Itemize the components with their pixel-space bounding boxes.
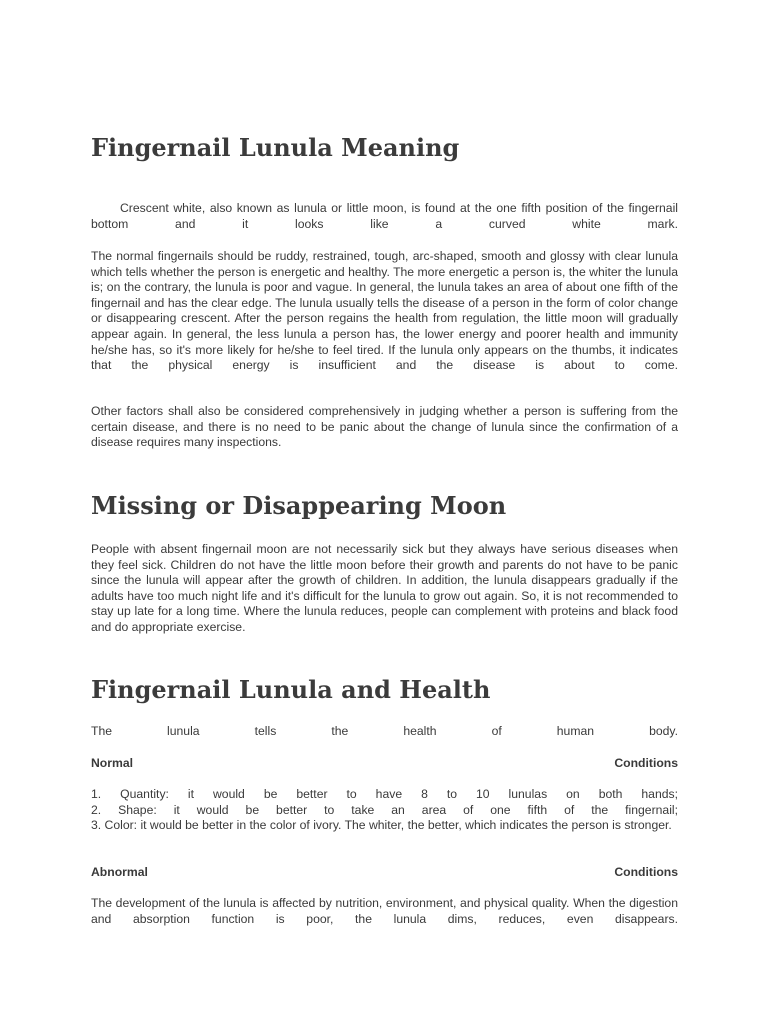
subheading-normal-right: Conditions xyxy=(614,756,678,770)
list-item-color: 3. Color: it would be better in the color of ivory. The whiter, the better, which indicates the person is stronger. xyxy=(91,818,672,833)
paragraph-absent-moon: People with absent fingernail moon are not necessarily sick but they always have serious diseases when they feel sick. Children do not have the little moon before their growth and parents do not have to be panic since the lunula will appear after the growth of children. In addition, the lunula disappears gradually if the adults have too much night life and it's difficult for the lunula to grow out again. So, it is not recommended to stay up late for a long time. Where the lunula reduces, people can complement with proteins and black food and do appropriate exercise. xyxy=(91,542,678,634)
subheading-normal-conditions xyxy=(91,756,678,772)
subheading-abnormal-left: Abnormal xyxy=(91,865,148,879)
normal-conditions-list xyxy=(91,787,678,834)
heading-missing-moon: Missing or Disappearing Moon xyxy=(91,491,507,520)
heading-lunula-health: Fingernail Lunula and Health xyxy=(91,675,491,704)
subheading-abnormal-right: Conditions xyxy=(614,865,678,879)
paragraph-normal-fingernails: The normal fingernails should be ruddy, restrained, tough, arc-shaped, smooth and glossy with clear lunula which tells whether the person is energetic and healthy. The more energetic a person is, the whiter the lunula is; on the contrary, the lunula is poor and vague. In general, the lunula takes an area of about one fifth of the fingernail and has the clear edge. The lunula usually tells the disease of a person in the form of color change or disappearing crescent. After the person regains the health from regulation, the little moon will gradually appear again. In general, the less lunula a person has, the lower energy and poorer health and immunity he/she has, so it's more likely for he/she to feel tired. If the lunula only appears on the thumbs, it indicates that the physical energy is insufficient and the disease is about to come. xyxy=(91,249,678,373)
paragraph-lunula-tells: The lunula tells the health of human body. xyxy=(91,724,678,738)
subheading-normal-left: Normal xyxy=(91,756,133,770)
paragraph-other-factors: Other factors shall also be considered comprehensively in judging whether a person is suffering from the certain disease, and there is no need to be panic about the change of lunula since the confirmation of a disease requires many inspections. xyxy=(91,404,678,450)
paragraph-lunula-development: The development of the lunula is affected by nutrition, environment, and physical quality. When the digestion and absorption function is poor, the lunula dims, reduces, even disappears. xyxy=(91,896,678,926)
list-item-shape: 2. Shape: it would be better to take an area of one fifth of the fingernail; xyxy=(91,802,678,817)
list-item-quantity: 1. Quantity: it would be better to have 8 to 10 lunulas on both hands; xyxy=(91,787,678,801)
heading-lunula-meaning: Fingernail Lunula Meaning xyxy=(91,133,460,162)
paragraph-crescent-white: Crescent white, also known as lunula or little moon, is found at the one fifth position of the fingernail bottom and it looks like a curved white mark. xyxy=(91,201,678,231)
subheading-abnormal-conditions xyxy=(91,865,678,881)
